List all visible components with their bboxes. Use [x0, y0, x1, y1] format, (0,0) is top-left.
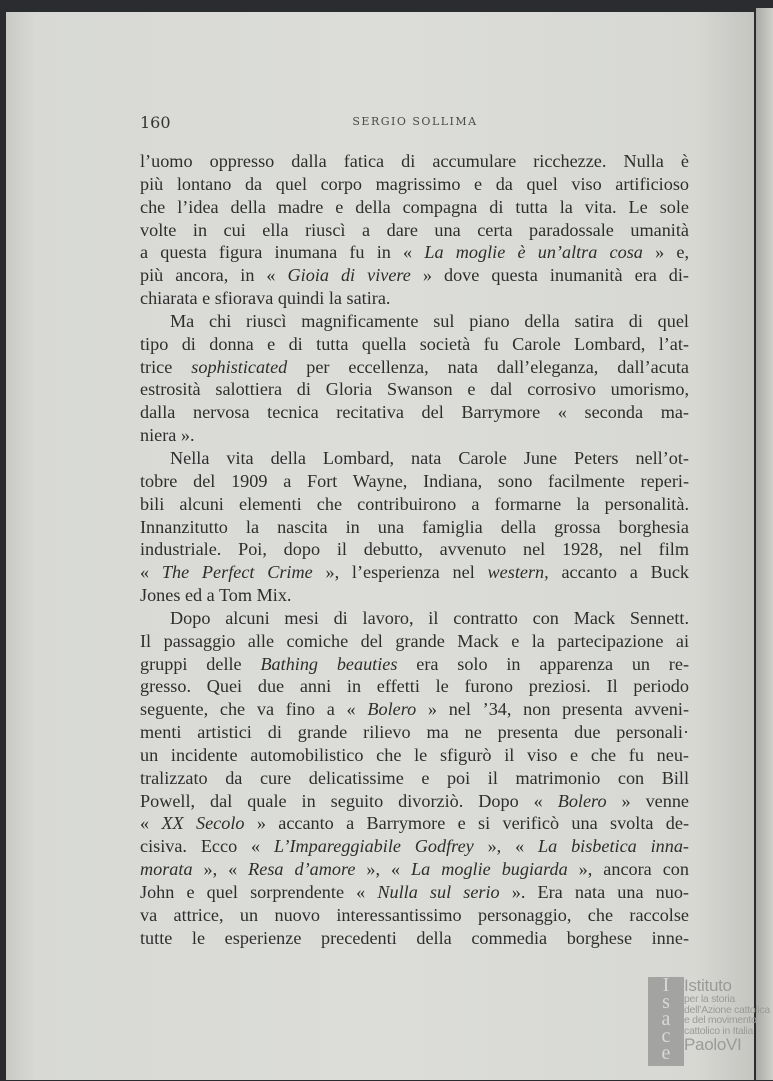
text-line	[140, 561, 689, 584]
text-segment: per eccellenza, nata dall’eleganza, dall’acuta	[287, 356, 689, 377]
text-segment: tralizzato da cure delicatissime e poi il matrimonio con Bill	[140, 767, 689, 788]
text-line	[140, 698, 689, 721]
text-segment: era solo in apparenza un re-	[397, 653, 689, 674]
text-segment: Nella vita della Lombard, nata Carole June Peters nell’ot-	[170, 447, 689, 468]
italic-title: Resa d’amore	[248, 859, 356, 880]
logo-line: dell’Azione cattolica	[684, 1003, 770, 1016]
logo-line: e del movimento	[684, 1014, 757, 1026]
italic-title: XX Secolo	[161, 813, 245, 834]
text-segment: va attrice, un nuovo interessantissimo personaggio, che raccolse	[140, 904, 689, 925]
text-line	[140, 835, 689, 858]
text-segment: John e quel sorprendente «	[140, 882, 378, 902]
text-segment: tutte le esperienze precedenti della commedia borghese inne-	[140, 927, 689, 948]
text-line	[140, 333, 689, 356]
text-line	[140, 630, 689, 653]
logo-line: PaoloVI	[684, 1035, 742, 1054]
text-segment: Powell, dal quale in seguito divorziò. Dopo «	[140, 790, 558, 811]
text-segment: », «	[192, 859, 249, 880]
text-line	[140, 241, 689, 264]
text-segment: «	[140, 813, 162, 834]
text-line	[140, 424, 689, 447]
text-segment: » venne	[606, 790, 689, 811]
italic-title: morata	[140, 859, 193, 880]
text-segment: », «	[473, 836, 539, 857]
text-segment: », «	[355, 859, 412, 880]
text-segment: tipo di donna e di tutta quella società fu Carole Lombard, l’at-	[140, 333, 689, 354]
logo-letter-block: I s a c e m	[648, 977, 684, 1066]
text-segment: chiarata e sfiorava quindi la satira.	[140, 288, 391, 309]
text-line	[140, 287, 689, 310]
text-segment: » nel ’34, non presenta avveni-	[416, 699, 690, 720]
text-segment: Il passaggio alle comiche del grande Mack e la partecipazione ai	[140, 630, 689, 651]
italic-title: Gioia di vivere	[287, 265, 411, 286]
text-line	[140, 721, 689, 744]
text-line	[140, 196, 689, 219]
italic-title: sophisticated	[191, 356, 288, 377]
text-segment: più ancora, in «	[140, 265, 288, 286]
text-segment: a questa figura inumana fu in «	[140, 242, 425, 263]
italic-title: La moglie bugiarda	[411, 859, 568, 880]
text-segment: l’uomo oppresso dalla fatica di accumulare ricchezze. Nulla è	[140, 151, 689, 171]
text-line	[140, 264, 689, 287]
text-segment: », l’esperienza nel	[312, 562, 488, 583]
text-segment: gruppi delle	[140, 653, 261, 674]
text-line	[140, 219, 689, 242]
text-segment: un incidente automobilistico che le sfigurò il viso e che fu neu-	[140, 744, 689, 765]
text-line	[140, 653, 689, 676]
text-line	[140, 744, 689, 767]
page-header	[140, 113, 690, 135]
text-segment: niera ».	[140, 425, 195, 446]
text-line	[140, 904, 689, 927]
text-segment: trice	[140, 356, 192, 377]
text-line	[140, 173, 689, 196]
text-line	[140, 584, 689, 607]
text-segment: accanto a Buck	[548, 562, 690, 583]
italic-title: Nulla sul serio	[377, 882, 500, 902]
text-line	[140, 881, 689, 904]
text-line	[140, 858, 689, 881]
text-segment: Dopo alcuni mesi di lavoro, il contratto con Mack Sennett.	[170, 607, 689, 628]
running-head: SERGIO SOLLIMA	[352, 115, 478, 128]
text-segment: » dove questa inumanità era di-	[410, 265, 689, 286]
text-line	[140, 538, 689, 561]
italic-title: Bolero	[557, 790, 607, 811]
text-line	[140, 812, 689, 835]
text-segment: gresso. Quei due anni in effetti le furono preziosi. Il periodo	[140, 676, 689, 697]
logo-line: Istituto	[684, 976, 732, 995]
text-line	[140, 927, 689, 950]
text-line	[140, 447, 689, 470]
text-line	[140, 378, 689, 401]
italic-title: The Perfect Crime	[161, 562, 313, 583]
text-segment: estrosità salottiera di Gloria Swanson e dal corrosivo umorismo,	[140, 379, 689, 400]
text-line	[140, 470, 689, 493]
next-page-edge	[756, 8, 773, 1080]
logo-line: per la storia	[684, 993, 735, 1005]
text-segment: ». Era nata una nuo-	[499, 882, 689, 902]
isacem-watermark-logo	[648, 974, 773, 1081]
text-segment: «	[140, 562, 162, 583]
text-segment: » e,	[642, 242, 689, 263]
text-line	[140, 790, 689, 813]
text-segment: seguente, che va fino a «	[140, 699, 368, 720]
text-segment: cisiva. Ecco «	[140, 836, 274, 857]
text-line	[140, 607, 689, 630]
text-line	[140, 516, 689, 539]
text-line	[140, 401, 689, 424]
italic-title: L’Impareggiabile Godfrey	[273, 836, 474, 857]
text-line	[140, 150, 689, 173]
text-segment: che l’idea della madre e della compagna di tutta la vita. Le sole	[140, 196, 689, 217]
text-segment: Ma chi riuscì magnificamente sul piano della satira di quel	[170, 310, 689, 331]
text-line	[140, 767, 689, 790]
text-segment: bili alcuni elementi che contribuirono a formarne la personalità.	[140, 493, 689, 514]
text-segment: più lontano da quel corpo magrissimo e da quel viso artificioso	[140, 173, 689, 194]
italic-title: Bolero	[367, 699, 417, 720]
text-segment: », ancora con	[567, 859, 689, 880]
logo-text	[684, 977, 770, 1053]
text-segment: dalla nervosa tecnica recitativa del Barrymore « seconda ma-	[140, 402, 689, 423]
text-segment: volte in cui ella riuscì a dare una certa paradossale umanità	[140, 219, 689, 240]
text-segment: Innanzitutto la nascita in una famiglia della grossa borghesia	[140, 516, 689, 537]
text-segment: industriale. Poi, dopo il debutto, avvenuto nel 1928, nel film	[140, 539, 689, 560]
text-segment: tobre del 1909 a Fort Wayne, Indiana, sono facilmente reperi-	[140, 470, 689, 491]
italic-title: western,	[487, 562, 549, 583]
italic-title: La moglie è un’altra cosa	[424, 242, 643, 263]
page-number: 160	[140, 113, 171, 132]
text-line	[140, 493, 689, 516]
italic-title: Bathing beauties	[260, 653, 398, 674]
text-line	[140, 310, 689, 333]
text-segment: » accanto a Barrymore e si verificò una svolta de-	[244, 813, 690, 834]
body-text	[140, 150, 689, 950]
italic-title: La bisbetica inna-	[538, 836, 689, 857]
text-segment: Jones ed a Tom Mix.	[140, 585, 292, 606]
logo-line: cattolico in Italia	[684, 1024, 754, 1037]
text-segment: menti artistici di grande rilievo ma ne presenta due personali·	[140, 722, 689, 743]
text-line	[140, 356, 689, 379]
text-line	[140, 675, 689, 698]
